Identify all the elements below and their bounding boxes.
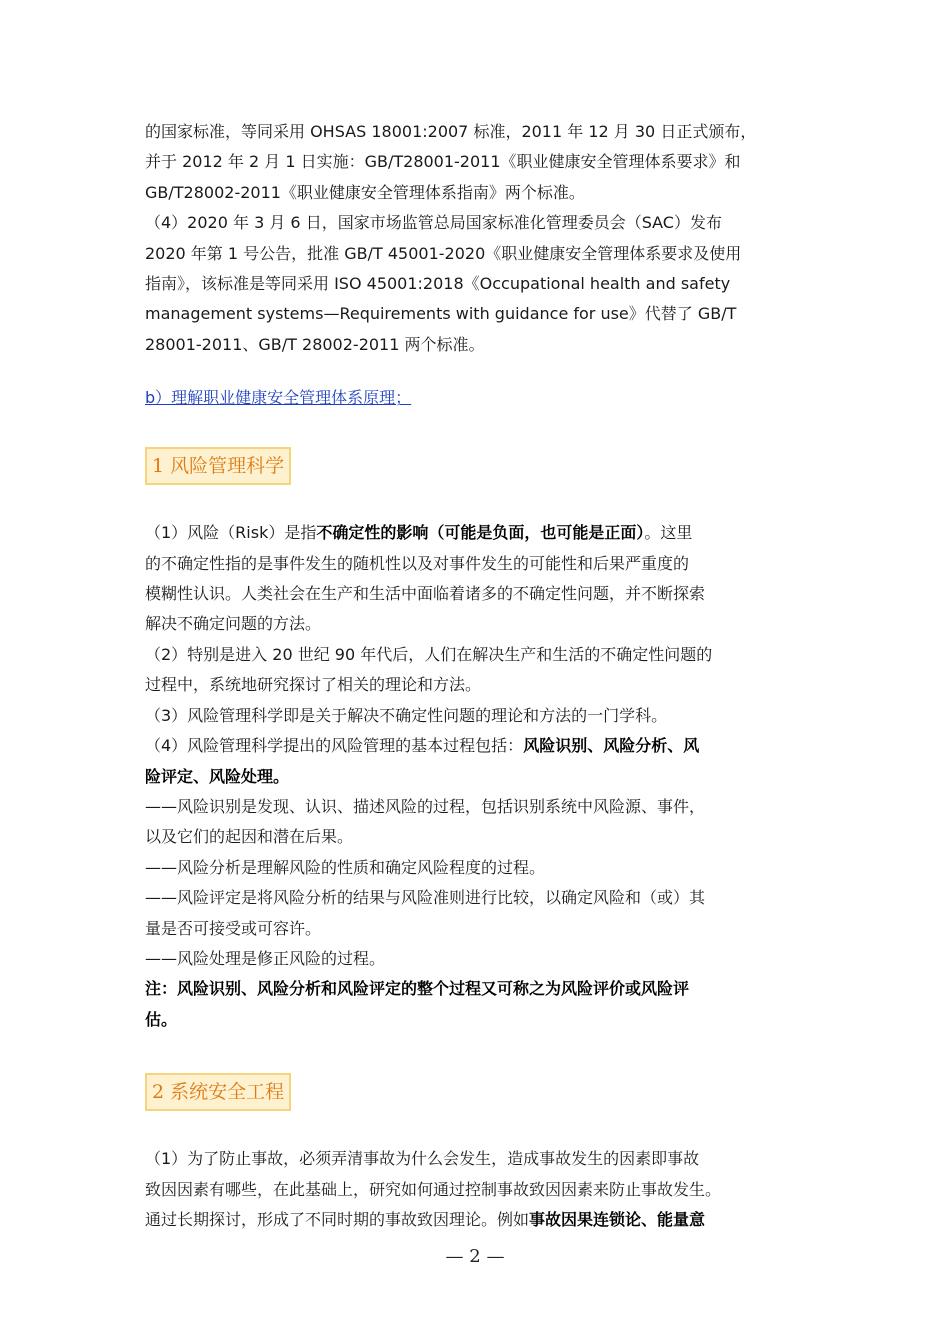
text-line: 2020 年第 1 号公告，批准 GB/T 45001-2020《职业健康安全管理体系要求及使用 <box>145 243 742 263</box>
link-line <box>145 383 810 413</box>
bold-text: 估。 <box>145 1009 178 1029</box>
text-line <box>145 518 810 548</box>
text-run: 。这里 <box>644 523 693 543</box>
page-number: — 2 — <box>445 1246 505 1267</box>
text-line: management systems—Requirements with guidance for use》代替了 GB/T <box>145 304 737 324</box>
text-line: 的国家标准，等同采用 OHSAS 18001:2007 标准，2011 年 12 月 30 日正式颁布， <box>145 122 757 141</box>
text-line <box>145 731 810 761</box>
bold-text: 注：风险识别、风险分析和风险评定的整个过程又可称之为风险评价或风险评 <box>145 979 690 999</box>
note-line <box>145 974 810 1004</box>
section-risk-management <box>145 518 810 1035</box>
intro-block <box>145 117 810 360</box>
text-line: ——风险评定是将风险分析的结果与风险准则进行比较，以确定风险和（或）其 <box>145 888 706 908</box>
text-line: 并于 2012 年 2 月 1 日实施：GB/T28001-2011《职业健康安全管理体系要求》和 <box>145 152 741 172</box>
section-system-safety <box>145 1144 810 1235</box>
text-line: ——风险分析是理解风险的性质和确定风险程度的过程。 <box>145 857 546 877</box>
bold-text: 不确定性的影响（可能是负面，也可能是正面） <box>316 523 645 543</box>
text-line: （2）特别是进入 20 世纪 90 年代后，人们在解决生产和生活的不确定性问题的 <box>145 644 713 664</box>
section-heading-system-safety: 2 系统安全工程 <box>145 1073 291 1111</box>
text-line: （1）为了防止事故，必须弄清事故为什么会发生，造成事故发生的因素即事故 <box>145 1149 700 1169</box>
section-heading-wrap <box>145 1073 810 1111</box>
note-line <box>145 1005 810 1035</box>
text-line: 解决不确定问题的方法。 <box>145 614 322 634</box>
section-heading-risk-management: 1 风险管理科学 <box>145 447 291 485</box>
text-line: 模糊性认识。人类社会在生产和生活中面临着诸多的不确定性问题，并不断探索 <box>145 584 706 604</box>
text-line: （3）风险管理科学即是关于解决不确定性问题的理论和方法的一门学科。 <box>145 705 668 725</box>
bold-text: 事故因果连锁论、能量意 <box>529 1209 706 1229</box>
text-run: （1）风险（Risk）是指 <box>145 523 317 543</box>
text-line: 过程中，系统地研究探讨了相关的理论和方法。 <box>145 675 482 695</box>
text-run: （4）风险管理科学提出的风险管理的基本过程包括： <box>145 736 524 756</box>
text-line: 指南》，该标准是等同采用 ISO 45001:2018《Occupational health and safety <box>145 274 731 294</box>
bold-text: 险评定、风险处理。 <box>145 766 290 786</box>
principles-link[interactable]: b）理解职业健康安全管理体系原理； <box>145 388 412 408</box>
text-run: 通过长期探讨，形成了不同时期的事故致因理论。例如 <box>145 1209 530 1229</box>
bold-text: 风险识别、风险分析、风 <box>523 736 700 756</box>
section-heading-wrap <box>145 447 810 485</box>
text-line: ——风险识别是发现、认识、描述风险的过程，包括识别系统中风险源、事件， <box>145 796 706 816</box>
text-line: 28001-2011、GB/T 28002-2011 两个标准。 <box>145 334 485 354</box>
page-content <box>145 117 810 1235</box>
text-line <box>145 762 810 792</box>
text-line: ——风险处理是修正风险的过程。 <box>145 948 386 968</box>
text-line: 致因因素有哪些，在此基础上，研究如何通过控制事故致因因素来防止事故发生。 <box>145 1179 722 1199</box>
text-line: 以及它们的起因和潜在后果。 <box>145 827 354 847</box>
text-line: GB/T28002-2011《职业健康安全管理体系指南》两个标准。 <box>145 182 585 202</box>
text-line: 量是否可接受或可容许。 <box>145 918 322 938</box>
text-line <box>145 1205 810 1235</box>
text-line: （4）2020 年 3 月 6 日，国家市场监管总局国家标准化管理委员会（SAC）发布 <box>145 213 722 233</box>
text-line: 的不确定性指的是事件发生的随机性以及对事件发生的可能性和后果严重度的 <box>145 553 690 573</box>
